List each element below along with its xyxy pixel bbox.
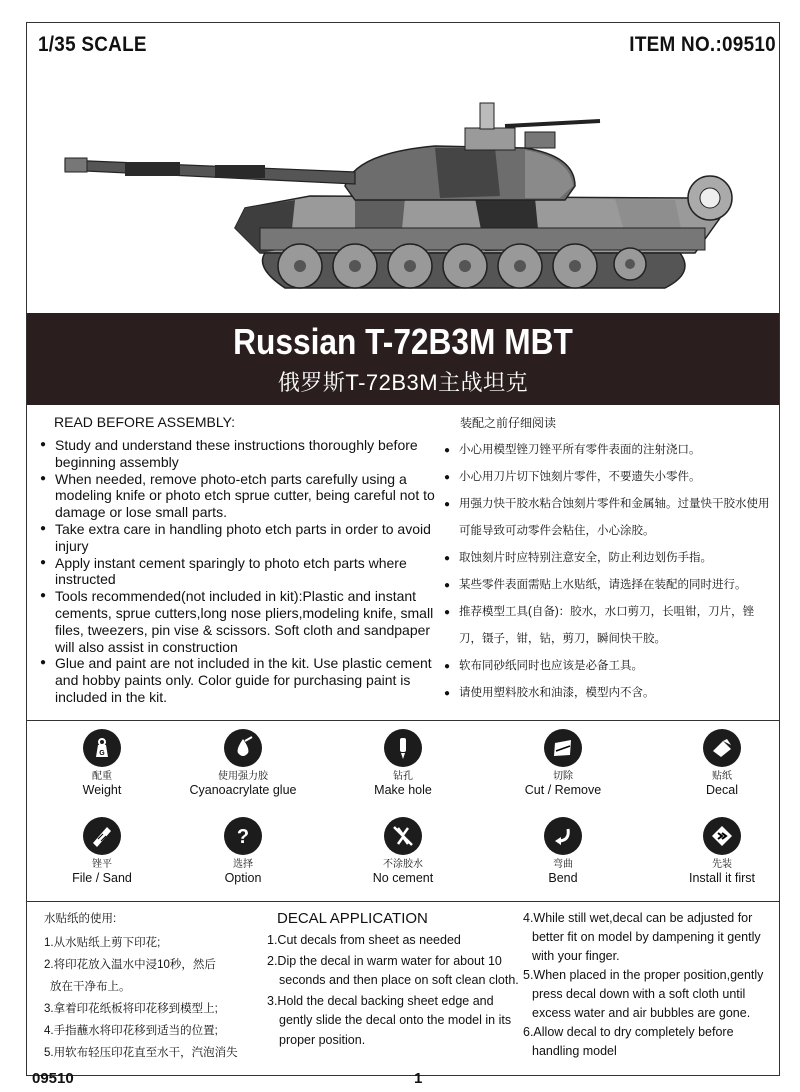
legend-label-en: Make hole (374, 783, 432, 797)
weight-icon (83, 729, 121, 767)
list-item: ● 推荐模型工具(自备)：胶水，水口剪刀，长咀钳，刀片，锉刀，镊子，钳，钻，剪刀，瞬间快干胶。 (444, 599, 774, 653)
list-item: 3.Hold the decal backing sheet edge and gently slide the decal onto the model in its proper position. (267, 993, 512, 1047)
instructions-cn-list (444, 437, 774, 707)
footer-item-code: 09510 (32, 1070, 74, 1087)
bend-icon (544, 817, 582, 855)
instructions-en-list (40, 437, 440, 706)
legend-drill (328, 729, 478, 797)
list-item: ● Take extra care in handling photo etch parts in order to avoid injury (40, 521, 440, 555)
legend-install-first (647, 817, 797, 885)
legend-label-en: Cyanoacrylate glue (189, 783, 297, 797)
list-item: 4.手指蘸水将印花移到适当的位置; (44, 1025, 218, 1037)
list-item: 5.When placed in the proper position,gently press decal down with a soft cloth until excess water and air bubbles are gone. (523, 968, 764, 1020)
list-item: 2.将印花放入温水中浸10秒，然后 (44, 959, 216, 971)
list-item: ● 用强力快干胶水粘合蚀刻片零件和金属轴。过量快干胶水使用可能导致可动零件会粘住，小心涂胶。 (444, 491, 774, 545)
list-item: ● 软布同砂纸同时也应该是必备工具。 (444, 653, 774, 680)
svg-text:?: ? (236, 826, 250, 848)
list-item: 5.用软布轻压印花直至水干，汽泡消失 (44, 1047, 238, 1059)
cut-icon (544, 729, 582, 767)
install-first-icon (703, 817, 741, 855)
legend-label-en: Cut / Remove (524, 783, 602, 797)
legend-label-cn: 切除 (553, 771, 573, 782)
list-item: 3.拿着印花纸板将印花移到模型上; (44, 1003, 218, 1015)
legend-decal (647, 729, 797, 797)
legend-label-cn: 配重 (92, 771, 112, 782)
list-item: 1.从水贴纸上剪下印花; (44, 937, 161, 949)
legend-label-en: Decal (706, 783, 738, 797)
legend-weight (27, 729, 177, 797)
list-item: ● 某些零件表面需贴上水贴纸，请选择在装配的同时进行。 (444, 572, 774, 599)
legend-label-en: File / Sand (72, 871, 132, 885)
scale-label: 1/35 SCALE (38, 33, 147, 56)
legend-file (27, 817, 177, 885)
legend-label-en: Weight (82, 783, 122, 797)
page-number: 1 (414, 1070, 423, 1087)
decal-heading: DECAL APPLICATION (277, 910, 428, 927)
legend-label-cn: 弯曲 (553, 859, 573, 870)
drill-icon (384, 729, 422, 767)
legend-label-cn: 不涂胶水 (383, 859, 423, 870)
glue-drop-icon (224, 729, 262, 767)
legend-label-en: No cement (372, 871, 434, 885)
decal-heading-cn: 水贴纸的使用: (44, 913, 117, 925)
legend-cut (488, 729, 638, 797)
list-item: ● Study and understand these instructions thoroughly before beginning assembly (40, 437, 440, 471)
read-before-heading: READ BEFORE ASSEMBLY: (54, 414, 236, 430)
title-bar (27, 313, 779, 405)
legend-label-cn: 贴纸 (712, 771, 732, 782)
decal-instructions-en (267, 910, 521, 1051)
legend-option (168, 817, 318, 885)
legend-label-en: Bend (548, 871, 578, 885)
legend-label-cn: 使用强力胶 (218, 771, 268, 782)
legend-glue (168, 729, 318, 797)
legend-label-cn: 选择 (233, 859, 253, 870)
list-item: ● 请使用塑料胶水和油漆，模型内不含。 (444, 680, 774, 707)
list-item: ● 小心用模型锉刀锉平所有零件表面的注射浇口。 (444, 437, 774, 464)
title-english: Russian T-72B3M MBT (233, 321, 573, 362)
file-icon (83, 817, 121, 855)
legend-label-cn: 钻孔 (393, 771, 413, 782)
legend-label-en: Option (224, 871, 262, 885)
list-item: 6.Allow decal to dry completely before handling model (523, 1025, 734, 1058)
decal-instructions-cn (44, 910, 259, 1064)
list-item: ● 小心用刀片切下蚀刻片零件，不要遗失小零件。 (444, 464, 774, 491)
tank-illustration (55, 88, 755, 303)
list-item: 2.Dip the decal in warm water for about 10 seconds and then place on soft clean cloth. (267, 953, 519, 987)
list-item: ● Apply instant cement sparingly to photo etch parts where instructed (40, 555, 440, 589)
legend-label-cn: 先装 (712, 859, 732, 870)
section-divider (27, 901, 779, 902)
decal-instructions-en-cont (523, 909, 773, 1061)
legend-label-en: Install it first (689, 871, 755, 885)
section-divider (27, 720, 779, 721)
list-item: ● Glue and paint are not included in the kit. Use plastic cement and hobby paints only. Color guide for purchasing paint is included in the kit. (40, 655, 440, 705)
legend-bend (488, 817, 638, 885)
legend-label-cn: 锉平 (92, 859, 112, 870)
symbol-legend (27, 729, 779, 899)
no-cement-icon (384, 817, 422, 855)
list-item: ● When needed, remove photo-etch parts carefully using a modeling knife or photo etch sprue cutter, being careful not to damage or lose small parts. (40, 471, 440, 521)
list-item: 4.While still wet,decal can be adjusted for better fit on model by dampening it gently with your finger. (523, 911, 761, 963)
item-number: ITEM NO.:09510 (629, 33, 776, 56)
decal-icon (703, 729, 741, 767)
list-item: ● 取蚀刻片时应特别注意安全，防止利边划伤手指。 (444, 545, 774, 572)
list-item: 1.Cut decals from sheet as needed (267, 933, 461, 947)
list-item: ● Tools recommended(not included in kit):Plastic and instant cements, sprue cutters,long nose pliers,modeling knife, small files, tweezers, pin vise & scissors. Soft cloth and sandpaper will also assist in construction (40, 588, 440, 655)
list-item: 放在干净布上。 (50, 981, 131, 993)
read-before-heading-cn: 装配之前仔细阅读 (460, 416, 557, 430)
question-icon (224, 817, 262, 855)
legend-no-cement (328, 817, 478, 885)
title-chinese: 俄罗斯T-72B3M主战坦克 (277, 370, 529, 395)
svg-text:G: G (99, 750, 105, 757)
